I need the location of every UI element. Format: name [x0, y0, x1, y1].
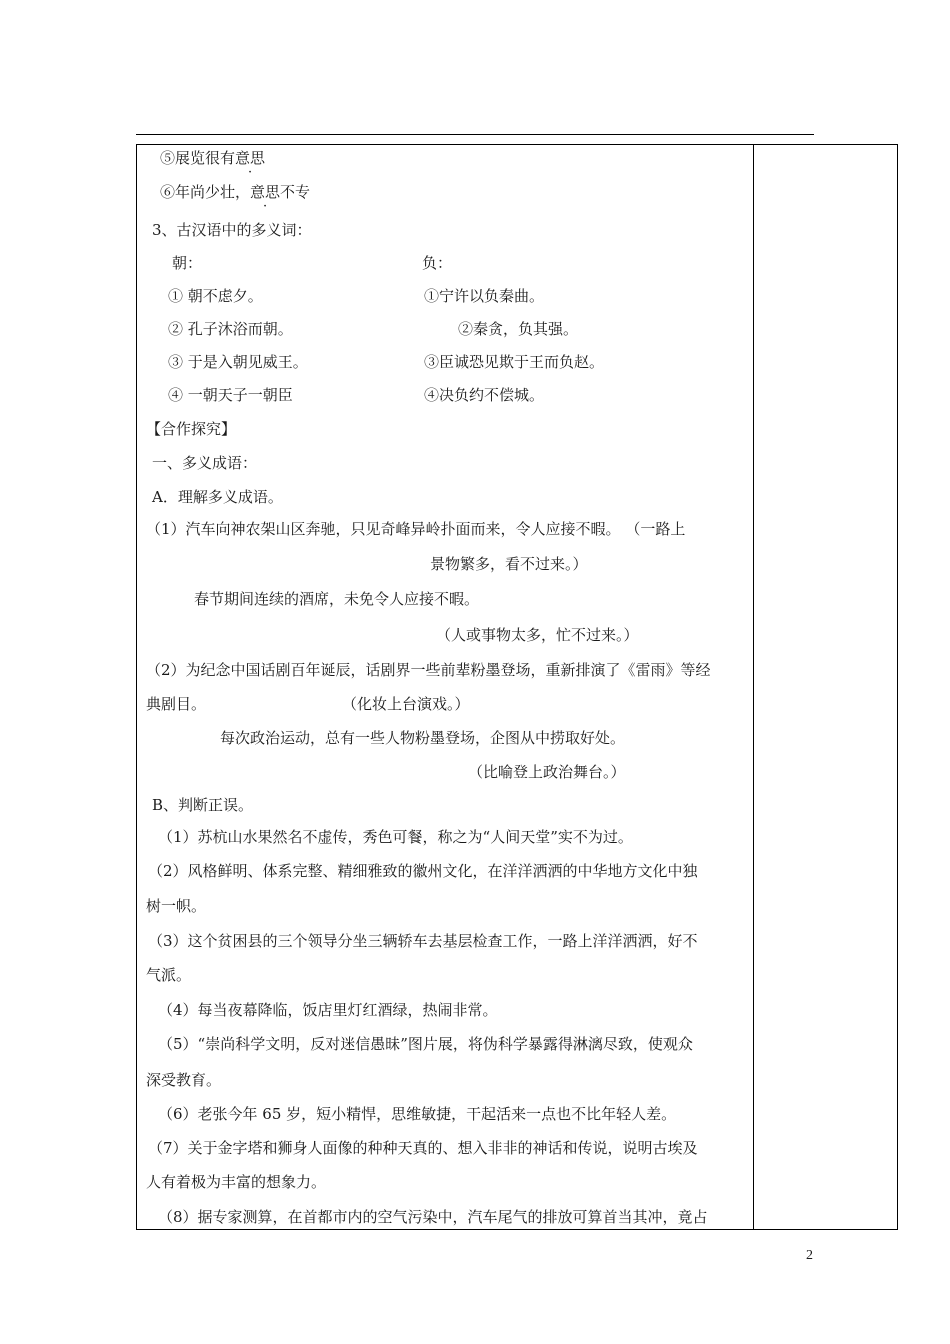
polysemy-right-item: ③臣诚恐见欺于王而负赵。: [424, 353, 605, 371]
judgment-item-5-line-2: 深受教育。: [146, 1071, 222, 1089]
polysemy-left-heading: 朝：: [172, 254, 203, 272]
example-2-line-2: 典剧目。: [146, 695, 207, 713]
header-rule: [136, 134, 814, 135]
polysemy-left-item: ③ 于是入朝见威王。: [168, 353, 308, 371]
page-number: 2: [806, 1248, 813, 1263]
cooperative-inquiry-title: 【合作探究】: [146, 420, 237, 438]
vocab-item-5-emphasis: 意思: [235, 149, 266, 167]
judgment-item-3-line-2: 气派。: [146, 966, 192, 984]
judgment-item-2-line-2: 树一帜。: [146, 897, 207, 915]
example-1-line-4: （人或事物太多，忙不过来。）: [436, 626, 639, 644]
worksheet-content: [146, 144, 746, 1230]
example-2-line-4: （比喻登上政治舞台。）: [468, 763, 626, 781]
judgment-item-8-line-1: （8）据专家测算，在首都市内的空气污染中，汽车尾气的排放可算首当其冲，竟占: [158, 1208, 708, 1226]
judgment-item-2-line-1: （2）风格鲜明、体系完整、精细雅致的徽州文化，在洋洋洒洒的中华地方文化中独: [148, 862, 698, 880]
polysemy-right-item: ①宁许以负秦曲。: [424, 287, 545, 305]
polysemy-right-item: ④决负约不偿城。: [424, 386, 545, 404]
judgment-item-3-line-1: （3）这个贫困县的三个领导分坐三辆轿车去基层检查工作，一路上洋洋洒洒，好不: [148, 932, 698, 950]
polysemy-right-item: ②秦贪，负其强。: [458, 320, 579, 338]
judgment-item-1: （1）苏杭山水果然名不虚传，秀色可餐，称之为“人间天堂”实不为过。: [158, 828, 633, 846]
example-2-line-3: 每次政治运动，总有一些人物粉墨登场，企图从中捞取好处。: [220, 729, 626, 747]
part-b-heading: B、判断正误。: [152, 796, 254, 814]
example-2-meaning-1: （化妆上台演戏。）: [342, 695, 470, 713]
section-heading: 一、多义成语：: [152, 454, 258, 472]
vocab-item-6-text: ⑥年尚少壮，: [160, 183, 251, 201]
example-1-line-1: （1）汽车向神农架山区奔驰，只见奇峰异岭扑面而来，令人应接不暇。 （一路上: [146, 520, 686, 538]
vocab-item-6-emphasis: 意思: [250, 183, 281, 201]
table-column-divider: [753, 144, 754, 1230]
polysemy-left-item: ④ 一朝天子一朝臣: [168, 386, 293, 404]
part-a-heading: A．理解多义成语。: [152, 488, 283, 506]
example-2-line-1: （2）为纪念中国话剧百年诞辰，话剧界一些前辈粉墨登场，重新排演了《雷雨》等经: [146, 661, 711, 679]
vocab-item-5-text: ⑤展览很有: [160, 149, 236, 167]
polysemy-right-heading: 负：: [422, 254, 453, 272]
judgment-item-4: （4）每当夜幕降临，饭店里灯红酒绿，热闹非常。: [158, 1001, 498, 1019]
vocab-item-5: [160, 148, 265, 168]
polysemy-left-item: ② 孔子沐浴而朝。: [168, 320, 293, 338]
polysemy-left-item: ① 朝不虑夕。: [168, 287, 263, 305]
vocab-item-6: [160, 182, 310, 202]
polysemy-heading: 3、古汉语中的多义词：: [152, 221, 312, 239]
example-1-line-3: 春节期间连续的酒席，未免令人应接不暇。: [194, 590, 480, 608]
vocab-item-6-tail: 不专: [280, 183, 311, 201]
judgment-item-7-line-1: （7）关于金字塔和狮身人面像的种种天真的、想入非非的神话和传说，说明古埃及: [148, 1139, 698, 1157]
example-1-line-2: 景物繁多，看不过来。）: [430, 555, 588, 573]
judgment-item-7-line-2: 人有着极为丰富的想象力。: [146, 1173, 327, 1191]
judgment-item-5-line-1: （5）“崇尚科学文明，反对迷信愚昧”图片展，将伪科学暴露得淋漓尽致，使观众: [158, 1035, 693, 1053]
judgment-item-6: （6）老张今年 65 岁，短小精悍，思维敏捷，干起活来一点也不比年轻人差。: [158, 1105, 677, 1123]
